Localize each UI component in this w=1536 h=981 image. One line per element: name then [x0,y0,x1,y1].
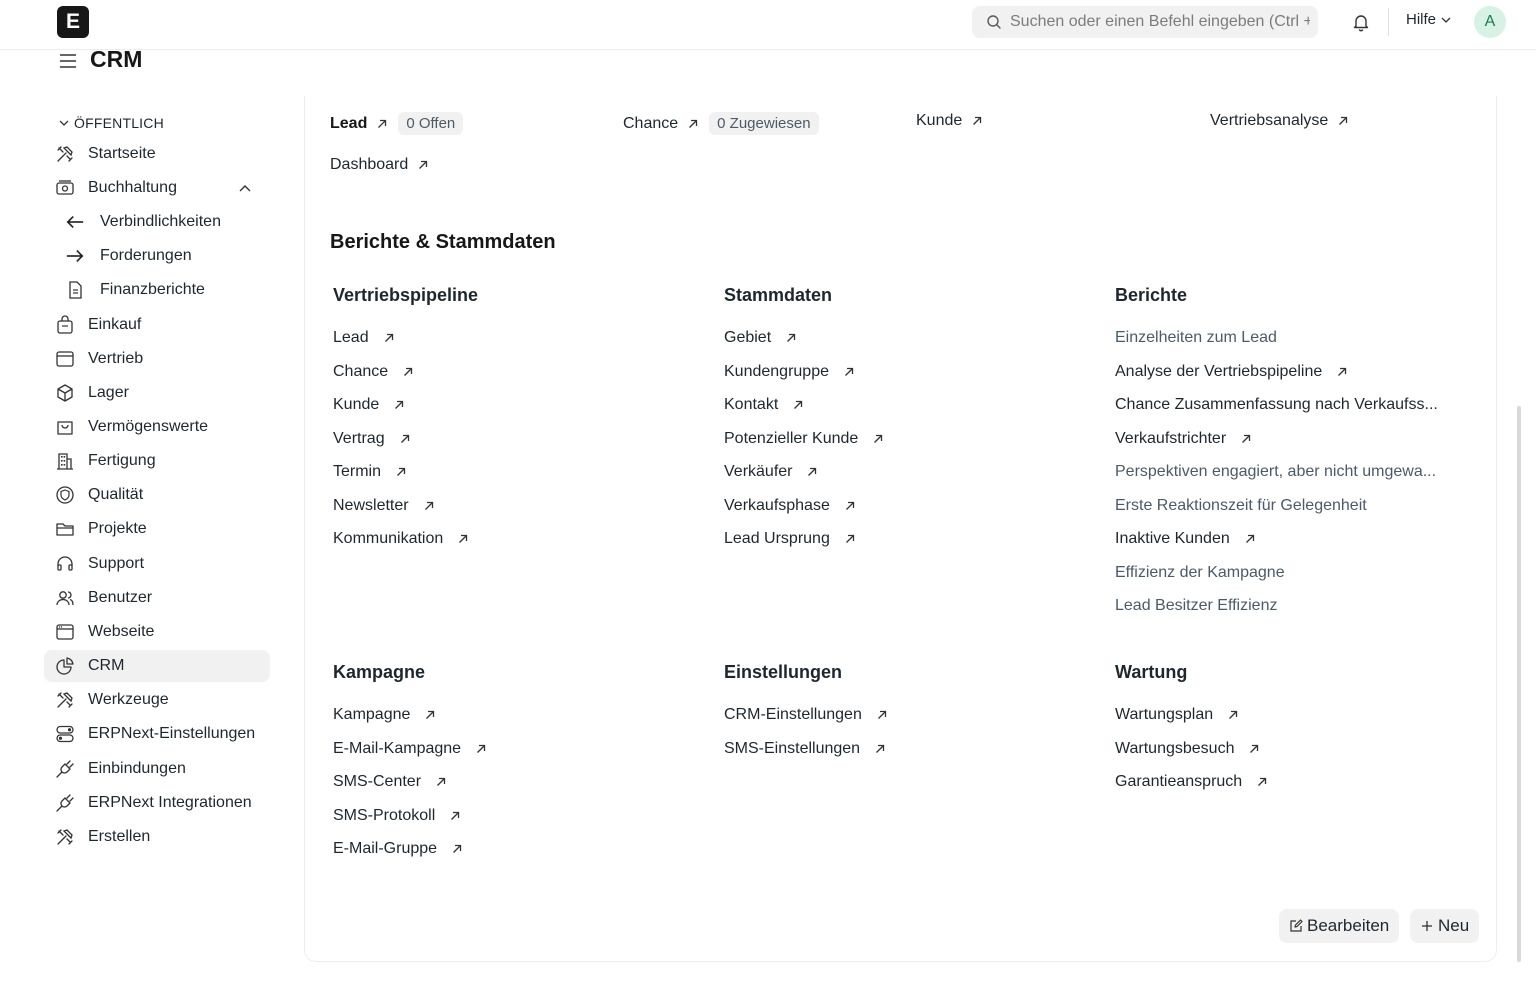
card-link[interactable] [1115,363,1348,381]
card-link[interactable] [333,463,407,481]
card-link[interactable] [1115,706,1239,724]
sidebar-item-label: Webseite [88,623,155,640]
arrow-up-right-icon [844,533,856,545]
sidebar-item-qualitaet[interactable] [44,479,270,511]
sidebar-item-lager[interactable] [44,377,270,409]
new-button-label: Neu [1438,916,1470,935]
card-link[interactable] [1115,329,1277,347]
card-link-label: E-Mail-Kampagne [333,739,462,757]
arrow-up-right-icon [449,810,461,822]
card-link[interactable] [333,497,435,515]
card-link-label: Chance Zusammenfassung nach Verkaufss... [1115,396,1438,413]
card-link[interactable] [333,530,469,548]
card-link-label: Kampagne [333,706,411,723]
card-link[interactable] [1115,740,1260,758]
card-title-einstellungen: Einstellungen [724,662,843,682]
card-link[interactable] [333,706,436,724]
card-link[interactable] [724,329,797,347]
sidebar-item-verbindlichkeiten[interactable] [44,206,270,238]
card-link[interactable] [1115,497,1367,515]
bag-icon [55,417,75,437]
sidebar-item-label: Buchhaltung [88,179,177,196]
browser-icon [55,349,75,369]
sidebar-item-fertigung[interactable] [44,445,270,477]
shortcut-dashboard[interactable] [330,156,429,174]
card-link[interactable] [724,530,856,548]
chevron-down-icon [58,117,70,129]
arrow-up-right-icon [395,466,407,478]
card-link-label: Kundengruppe [724,362,829,380]
card-link-label: Verkäufer [724,463,793,480]
sidebar-item-label: Vermögenswerte [88,418,209,435]
card-link-label: Erste Reaktionszeit für Gelegenheit [1115,496,1367,514]
card-link-label: E-Mail-Gruppe [333,840,438,857]
sidebar-item-projekte[interactable] [44,513,270,545]
arrow-left-icon [65,212,85,232]
tools-icon [55,690,75,710]
card-link-label: Gebiet [724,329,772,346]
chevron-down-icon [1440,14,1452,26]
arrow-up-right-icon [1244,533,1256,545]
edit-icon [1289,919,1303,933]
sidebar-item-vertrieb[interactable] [44,343,270,375]
arrow-up-right-icon [1248,743,1260,755]
sidebar-item-label: Vertrieb [88,350,144,367]
page-title: CRM [90,46,143,72]
card-link[interactable] [724,430,884,448]
plug-icon [55,759,75,779]
sidebar-item-label: Werkzeuge [88,691,169,708]
card-link[interactable] [333,363,414,381]
card-link-label: Kommunikation [333,530,444,547]
sidebar-item-label: Forderungen [100,247,192,264]
money-icon [55,178,75,198]
shortcut-label: Vertriebsanalyse [1210,112,1329,129]
card-link-label: Garantieanspruch [1115,773,1243,790]
card-title-wartung: Wartung [1115,662,1188,682]
sidebar-item-label: Finanzberichte [100,281,205,298]
card-link-label: Termin [333,463,382,480]
sidebar-item-label: Benutzer [88,589,153,606]
sidebar-item-startseite[interactable] [44,138,270,170]
card-link[interactable] [724,463,818,481]
card-title-kampagne: Kampagne [333,662,426,682]
card-link-label: Einzelheiten zum Lead [1115,329,1277,346]
card-link[interactable] [1115,430,1252,448]
card-link-label: Vertrag [333,429,385,447]
section-title: Berichte & Stammdaten [330,231,556,253]
toggle-icon [55,724,75,744]
card-link-label: Lead Ursprung [724,530,830,547]
card-title-berichte: Berichte [1115,285,1188,305]
help-label: Hilfe [1406,11,1437,28]
card-link-label: SMS-Protokoll [333,806,436,824]
chevron-up-icon[interactable] [238,181,252,195]
shortcut-label: Dashboard [330,156,409,173]
sidebar-item-label: ERPNext Integrationen [88,794,252,811]
sidebar-item-label: Projekte [88,520,147,537]
card-link[interactable] [333,430,411,448]
card-link-label: Potenzieller Kunde [724,429,859,447]
arrow-up-right-icon [687,118,699,130]
search-icon [986,14,1002,30]
edit-button-label: Bearbeiten [1307,916,1390,935]
arrow-up-right-icon [399,433,411,445]
sidebar-item-support[interactable] [44,548,270,580]
sidebar-item-label: Support [88,555,145,572]
sidebar-item-label: Lager [88,384,129,401]
window-icon [55,622,75,642]
sidebar-item-label: ERPNext-Einstellungen [88,725,256,742]
arrow-up-right-icon [457,533,469,545]
card-link-label: Kontakt [724,396,779,413]
card-link[interactable] [333,329,395,347]
card-link-label: Verkaufsphase [724,496,830,514]
navbar-divider [1388,8,1389,36]
sidebar-item-label: CRM [88,657,125,674]
tools-icon [55,144,75,164]
shield-icon [55,485,75,505]
card-link-label: Wartungsbesuch [1115,739,1235,757]
arrow-up-right-icon [424,709,436,721]
card-link[interactable] [724,396,804,414]
card-link-label: Lead Besitzer Effizienz [1115,597,1278,614]
sidebar-section-label: ÖFFENTLICH [74,115,164,131]
sidebar-item-werkzeuge[interactable] [44,684,270,716]
sidebar-item-erstellen[interactable] [44,821,270,853]
sidebar-item-finanzberichte[interactable] [44,274,270,306]
new-button[interactable] [1410,909,1479,943]
arrow-up-right-icon [402,366,414,378]
shortcut-label: Lead [330,114,368,132]
tools-icon [55,827,75,847]
card-link[interactable] [724,363,855,381]
arrow-up-right-icon [383,332,395,344]
pie-chart-icon [55,656,75,676]
sidebar-item-einkauf[interactable] [44,309,270,341]
arrow-up-right-icon [874,743,886,755]
arrow-up-right-icon [872,433,884,445]
sidebar-item-einbindungen[interactable] [44,753,270,785]
arrow-up-right-icon [376,118,388,130]
card-link[interactable] [1115,773,1268,791]
arrow-up-right-icon [844,500,856,512]
arrow-up-right-icon [475,743,487,755]
card-link-label: Newsletter [333,496,409,514]
card-link-label: Verkaufstrichter [1115,429,1227,447]
arrow-up-right-icon [876,709,888,721]
arrow-right-icon [65,246,85,266]
sidebar-item-label: Einkauf [88,316,142,333]
arrow-up-right-icon [1256,776,1268,788]
sidebar-item-label: Qualität [88,486,144,503]
card-link-label: Lead [333,329,369,346]
card-link-label: Analyse der Vertriebspipeline [1115,362,1323,380]
card-link-label: Kunde [333,396,380,413]
file-icon [65,280,85,300]
sidebar-item-label: Startseite [88,145,156,162]
card-link[interactable] [1115,564,1285,582]
sidebar-section-public[interactable] [58,115,164,131]
navbar [0,0,1536,50]
card-link-label: Perspektiven engagiert, aber nicht umgewa... [1115,463,1437,480]
card-link-label: Wartungsplan [1115,706,1214,723]
card-link[interactable] [333,840,463,858]
sidebar-item-erpnext-einstellungen[interactable] [44,718,270,750]
card-link[interactable] [724,706,888,724]
card-link-label: SMS-Einstellungen [724,739,861,757]
folder-icon [55,519,75,539]
search-bar[interactable] [972,6,1318,38]
users-icon [55,588,75,608]
shortcut-label: Kunde [916,112,963,129]
help-dropdown[interactable] [1406,11,1452,28]
avatar[interactable]: A [1474,6,1506,38]
workspace-panel [304,96,1497,962]
building-icon [55,451,75,471]
card-title-vertriebspipeline: Vertriebspipeline [333,285,479,305]
arrow-up-right-icon [417,159,429,171]
sidebar-item-label: Einbindungen [88,760,186,777]
sidebar-item-webseite[interactable] [44,616,270,648]
sidebar-item-label: Verbindlichkeiten [100,213,221,230]
arrow-up-right-icon [393,399,405,411]
sidebar-item-label: Fertigung [88,452,156,469]
arrow-up-right-icon [423,500,435,512]
shortcut-label: Chance [623,114,679,132]
card-link[interactable] [333,773,447,791]
card-link[interactable] [724,740,886,758]
search-input[interactable] [1010,13,1310,31]
plug-icon [55,793,75,813]
sidebar-item-buchhaltung[interactable] [44,172,270,204]
shortcut-count-badge: 0 Offen [398,112,463,135]
sidebar-item-vermoegenswerte[interactable] [44,411,270,443]
arrow-up-right-icon [1336,366,1348,378]
sidebar-item-crm[interactable] [44,650,270,682]
headset-icon [55,554,75,574]
package-icon [55,315,75,335]
arrow-up-right-icon [1227,709,1239,721]
shortcut-kunde[interactable] [916,112,983,130]
card-link-label: Inaktive Kunden [1115,530,1230,547]
shortcut-vertriebsanalyse[interactable] [1210,112,1349,130]
arrow-up-right-icon [792,399,804,411]
sidebar-item-erpnext-integrationen[interactable] [44,787,270,819]
sidebar-toggle-icon[interactable] [58,52,78,70]
arrow-up-right-icon [1337,115,1349,127]
app-logo[interactable]: E [57,6,89,38]
shortcut-chance[interactable] [623,112,819,135]
shortcut-lead[interactable] [330,112,463,135]
sidebar-item-forderungen[interactable] [44,240,270,272]
box-icon [55,383,75,403]
arrow-up-right-icon [843,366,855,378]
card-link[interactable] [333,740,487,758]
sidebar-item-label: Erstellen [88,828,151,845]
card-link[interactable] [1115,530,1256,548]
shortcut-count-badge: 0 Zugewiesen [709,112,818,135]
card-link[interactable] [333,807,461,825]
card-title-stammdaten: Stammdaten [724,285,833,305]
card-link-label: SMS-Center [333,773,422,790]
card-link-label: Effizienz der Kampagne [1115,563,1285,581]
card-link-label: Chance [333,362,389,380]
arrow-up-right-icon [451,843,463,855]
notification-bell-icon[interactable] [1350,11,1372,33]
card-link[interactable] [1115,597,1277,615]
arrow-up-right-icon [785,332,797,344]
edit-button[interactable] [1279,909,1399,943]
card-link[interactable] [724,497,856,515]
sidebar-item-benutzer[interactable] [44,582,270,614]
arrow-up-right-icon [1240,433,1252,445]
card-link-label: CRM-Einstellungen [724,706,862,723]
arrow-up-right-icon [435,776,447,788]
plus-icon [1420,919,1434,933]
card-link[interactable] [333,396,405,414]
arrow-up-right-icon [971,115,983,127]
card-link[interactable] [1115,463,1436,481]
scrollbar-thumb[interactable] [1517,406,1521,962]
card-link[interactable] [1115,396,1438,414]
arrow-up-right-icon [806,466,818,478]
